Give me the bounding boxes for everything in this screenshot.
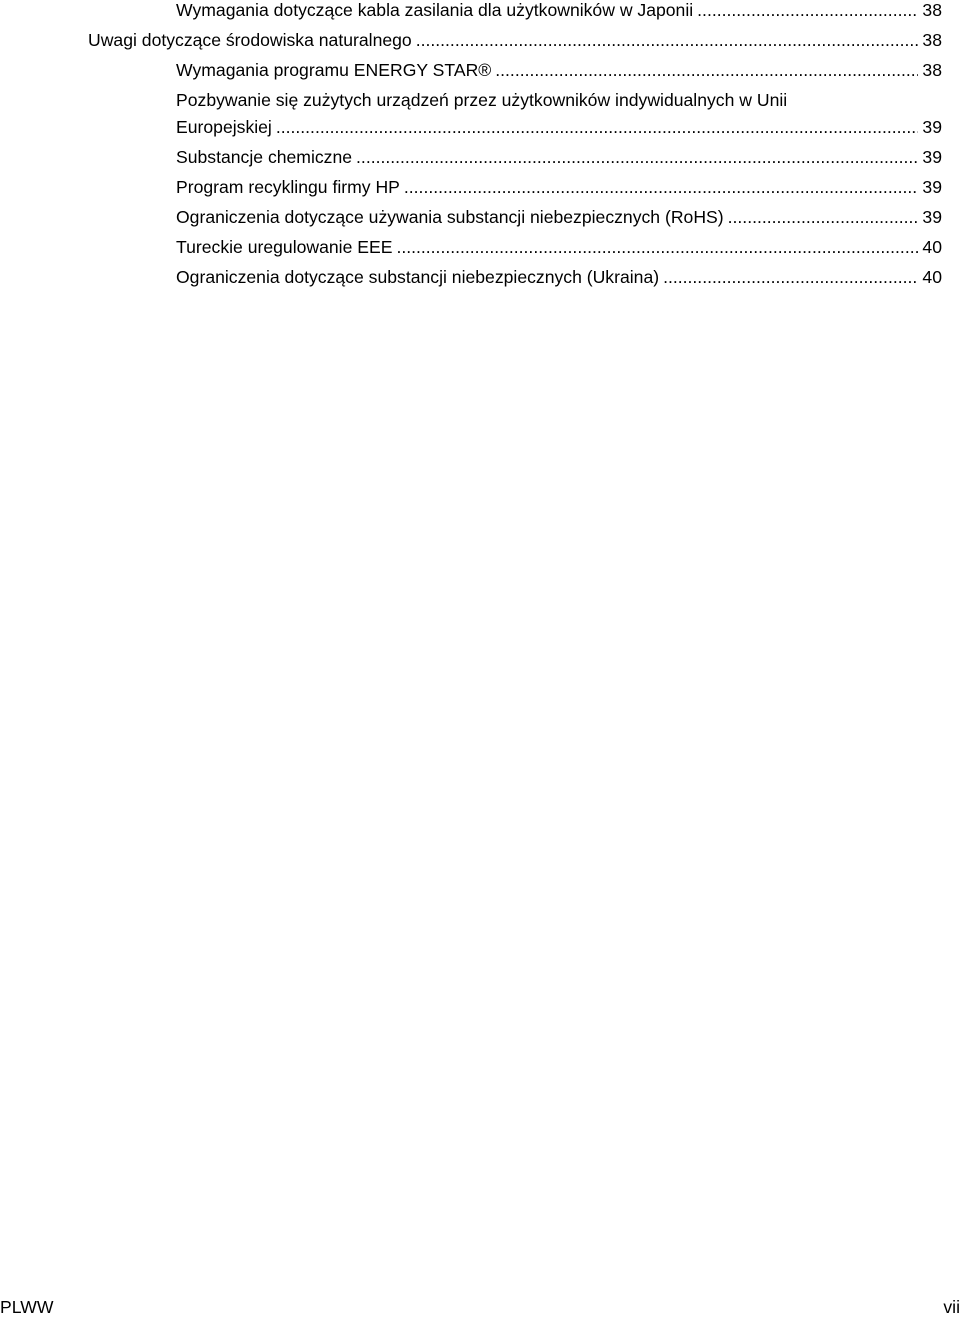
- toc-entry-page: 39: [922, 177, 942, 197]
- footer-page-number: vii: [943, 1297, 960, 1317]
- toc-entry[interactable]: [176, 60, 942, 80]
- toc-entry[interactable]: [176, 0, 942, 20]
- toc-leader-dots: [396, 237, 918, 257]
- toc-entry[interactable]: [88, 30, 942, 50]
- toc-entry-page: 39: [922, 147, 942, 167]
- toc-leader-dots: [356, 147, 918, 167]
- toc-entry-page: 39: [922, 207, 942, 227]
- toc-entry-page: 38: [922, 0, 942, 20]
- toc-entry[interactable]: [176, 207, 942, 227]
- toc-entry-page: 38: [922, 30, 942, 50]
- toc-entry-title: Wymagania programu ENERGY STAR®: [176, 60, 492, 80]
- toc-entry-page: 40: [922, 237, 942, 257]
- toc-entry[interactable]: [176, 237, 942, 257]
- toc-entry-title: Tureckie uregulowanie EEE: [176, 237, 393, 257]
- toc-entry-title: Ograniczenia dotyczące substancji niebezpiecznych (Ukraina): [176, 267, 660, 287]
- toc-leader-dots: [663, 267, 918, 287]
- toc-leader-dots: [495, 60, 918, 80]
- toc-entry-page: 39: [922, 117, 942, 137]
- toc-entry[interactable]: [176, 147, 942, 167]
- toc-entry[interactable]: [176, 177, 942, 197]
- toc-entry-title: Program recyklingu firmy HP: [176, 177, 400, 197]
- toc-entry-page: 38: [922, 60, 942, 80]
- toc-leader-dots: [697, 0, 918, 20]
- toc-leader-dots: [416, 30, 919, 50]
- toc-entry[interactable]: [176, 267, 942, 287]
- toc-entry-title: Uwagi dotyczące środowiska naturalnego: [88, 30, 412, 50]
- toc-entry[interactable]: [176, 90, 942, 137]
- toc-leader-dots: [728, 207, 919, 227]
- toc-entry-title: Wymagania dotyczące kabla zasilania dla użytkowników w Japonii: [176, 0, 694, 20]
- toc-leader-dots: [276, 117, 919, 137]
- toc-entry-page: 40: [922, 267, 942, 287]
- toc-entry-title: Ograniczenia dotyczące używania substancji niebezpiecznych (RoHS): [176, 207, 724, 227]
- toc-leader-dots: [404, 177, 919, 197]
- toc-entry-title-line2: Europejskiej: [176, 117, 272, 137]
- toc-entry-title-line1: Pozbywanie się zużytych urządzeń przez użytkowników indywidualnych w Unii: [176, 90, 788, 110]
- footer-doc-code: PLWW: [0, 1297, 54, 1317]
- toc-entry-title: Substancje chemiczne: [176, 147, 353, 167]
